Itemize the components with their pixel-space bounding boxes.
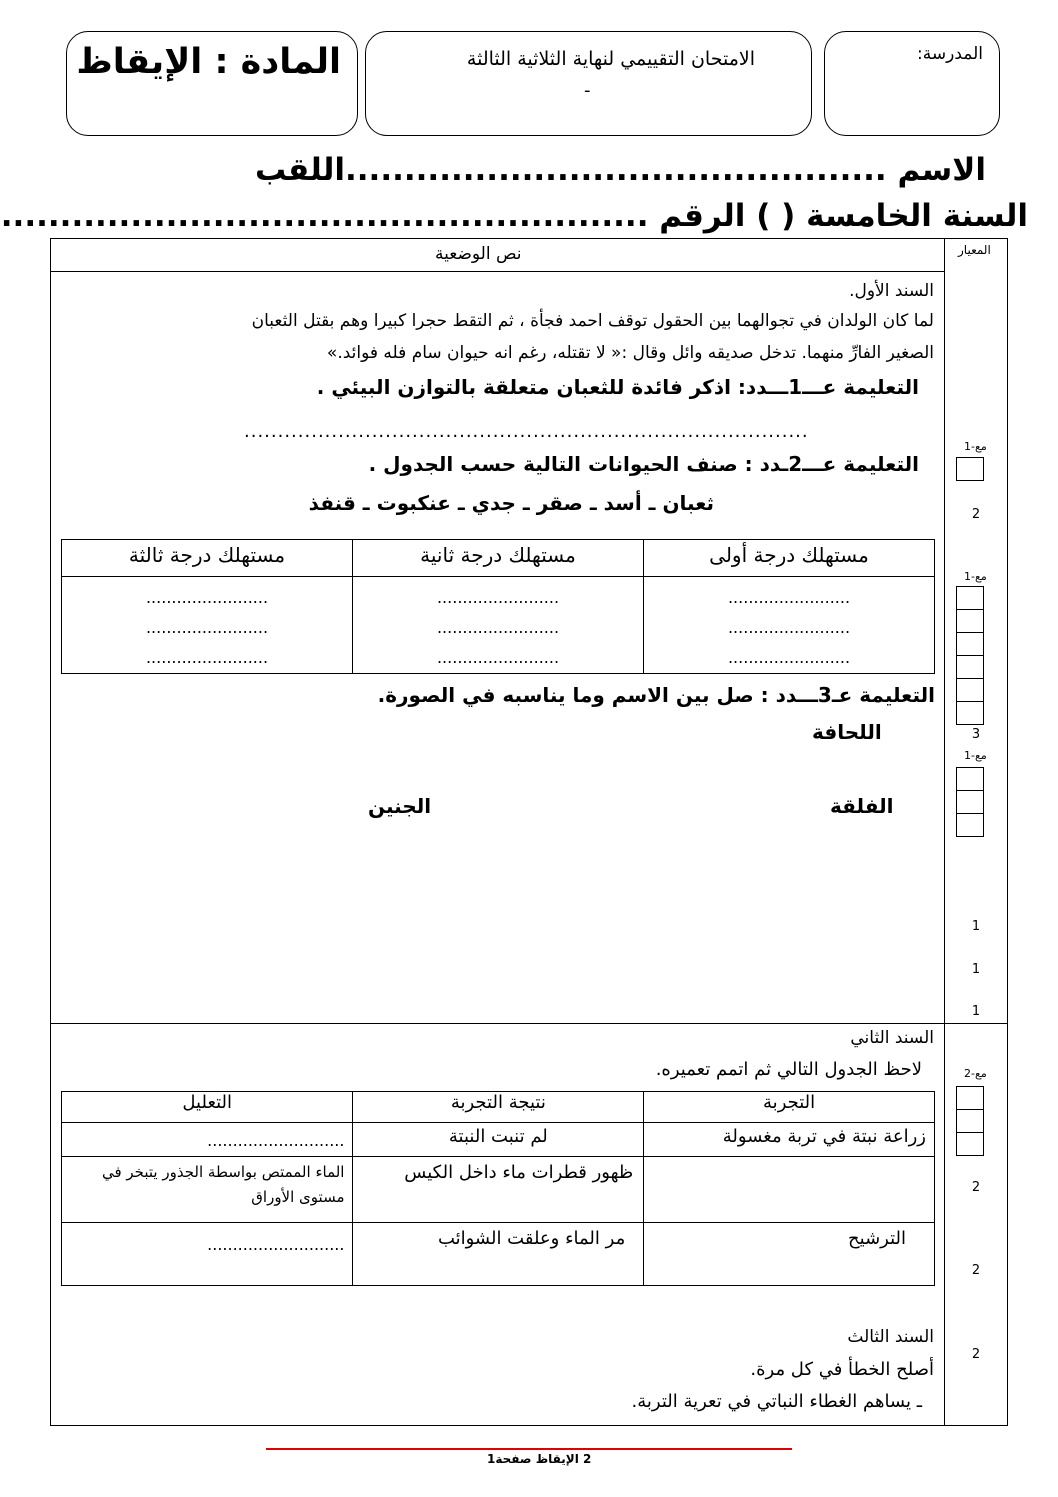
score-box-1c[interactable] xyxy=(956,767,984,837)
score-value: 2 xyxy=(971,1180,981,1195)
answer-dots: ........................ xyxy=(145,618,269,637)
score-value: 2 xyxy=(971,1263,981,1278)
consumer-header-2: مستهلك درجة ثانية xyxy=(353,540,644,577)
score-value: 1 xyxy=(971,962,981,977)
exam-title-dash: - xyxy=(584,80,591,101)
exp-row2-experiment[interactable] xyxy=(644,1157,935,1223)
exp-header-experiment: التجربة xyxy=(644,1092,935,1123)
score-box-2[interactable] xyxy=(956,1086,984,1156)
footer-page-label: 2 الإيقاظ صفحة1 xyxy=(487,1452,592,1466)
section-divider xyxy=(50,1023,1008,1024)
exam-title-box xyxy=(365,31,812,136)
text-title: نص الوضعية xyxy=(435,244,522,264)
score-box-1a[interactable] xyxy=(956,457,984,481)
criteria-header: المعيار xyxy=(958,243,991,257)
exp-row3-result: مر الماء وعلقت الشوائب xyxy=(353,1223,644,1286)
score-box-1b[interactable] xyxy=(956,586,984,725)
score-value: 1 xyxy=(971,1004,981,1019)
label-embryo: الجنين xyxy=(368,794,432,818)
exp-row3-reason[interactable]: ........................... xyxy=(62,1223,353,1286)
consumer-header-3: مستهلك درجة ثالثة xyxy=(62,540,353,577)
answer-dots: ........................ xyxy=(436,648,560,667)
student-name-line: الاسم ..............................................اللقب xyxy=(254,152,986,188)
section3-title: السند الثالث xyxy=(847,1327,934,1347)
exp-row1-experiment: زراعة نبتة في تربة مغسولة xyxy=(644,1123,935,1157)
consumer-col-2[interactable] xyxy=(353,577,644,674)
score-value: 2 xyxy=(971,1347,981,1362)
student-class-line: السنة الخامسة ( ) الرقم ....................................................... xyxy=(0,198,1028,234)
score-value: 1 xyxy=(971,919,981,934)
score-value: 2 xyxy=(971,507,981,522)
section1-para2: الصغير الفارِّ منهما. تدخل صديقه وائل وقال :« لا تقتله، رغم انه حيوان سام فله فوائد.» xyxy=(326,343,934,363)
section2-title: السند الثاني xyxy=(850,1028,934,1048)
answer-dots: ........................ xyxy=(727,588,851,607)
footer-line xyxy=(266,1448,792,1450)
answer-dots: ........................ xyxy=(727,618,851,637)
subject-box xyxy=(66,31,358,136)
exp-row3-experiment: الترشيح xyxy=(644,1223,935,1286)
question3: التعليمة عـ3ـــدد : صل بين الاسم وما يناسبه في الصورة. xyxy=(377,683,935,707)
consumers-table xyxy=(61,539,935,674)
criterion-label-2: مع-2 xyxy=(964,1067,987,1080)
section3-item1: ـ يساهم الغطاء النباتي في تعرية التربة. xyxy=(631,1391,922,1412)
answer-dots: ........................ xyxy=(145,648,269,667)
subject-title: المادة : الإيقاظ xyxy=(76,42,341,82)
exp-header-result: نتيجة التجربة xyxy=(353,1092,644,1123)
exp-row1-result: لم تنبت النبتة xyxy=(353,1123,644,1157)
consumer-header-1: مستهلك درجة أولى xyxy=(644,540,935,577)
answer-dots: ........................ xyxy=(727,648,851,667)
consumer-col-1[interactable] xyxy=(644,577,935,674)
answer-dots: ........................ xyxy=(436,588,560,607)
score-value: 3 xyxy=(971,727,981,742)
question1: التعليمة عـــ1ـــدد: اذكر فائدة للثعبان متعلقة بالتوازن البيئي . xyxy=(316,375,919,399)
consumer-col-3[interactable] xyxy=(62,577,353,674)
criteria-divider xyxy=(944,238,945,1426)
label-morula: الفلقة xyxy=(830,794,894,818)
criterion-label-1c: مع-1 xyxy=(964,749,987,762)
question2: التعليمة عـــ2ـدد : صنف الحيوانات التالية حسب الجدول . xyxy=(368,452,919,476)
exp-header-reason: التعليل xyxy=(62,1092,353,1123)
school-box xyxy=(824,31,1000,136)
label-placenta: اللحافة xyxy=(812,720,882,744)
experiments-table xyxy=(61,1091,935,1286)
animals-list: ثعبان ـ أسد ـ صقر ـ جدي ـ عنكبوت ـ قنفذ xyxy=(308,491,714,515)
exp-row2-result: ظهور قطرات ماء داخل الكيس xyxy=(353,1157,644,1223)
exp-row2-reason: الماء الممتص بواسطة الجذور يتبخر في مستوى الأوراق xyxy=(62,1157,353,1223)
title-row-line xyxy=(50,271,945,272)
section1-title: السند الأول. xyxy=(849,281,934,301)
criterion-label-1b: مع-1 xyxy=(964,570,987,583)
answer-dots: ........................ xyxy=(436,618,560,637)
exp-row1-reason[interactable]: ........................... xyxy=(62,1123,353,1157)
section2-instruction: لاحظ الجدول التالي ثم اتمم تعميره. xyxy=(655,1059,922,1080)
exam-title: الامتحان التقييمي لنهاية الثلاثية الثالثة xyxy=(466,48,755,70)
section1-para1: لما كان الولدان في تجوالهما بين الحقول توقف احمد فجأة ، ثم التقط حجرا كبيرا وهم بقتل الثعبان xyxy=(251,311,934,331)
section3-instruction: أصلح الخطأ في كل مرة. xyxy=(750,1359,934,1380)
school-label: المدرسة: xyxy=(917,44,983,64)
answer-dots: ........................ xyxy=(145,588,269,607)
criterion-label-1a: مع-1 xyxy=(964,440,987,453)
question1-answer-dots: .................................................................................... xyxy=(244,421,809,442)
